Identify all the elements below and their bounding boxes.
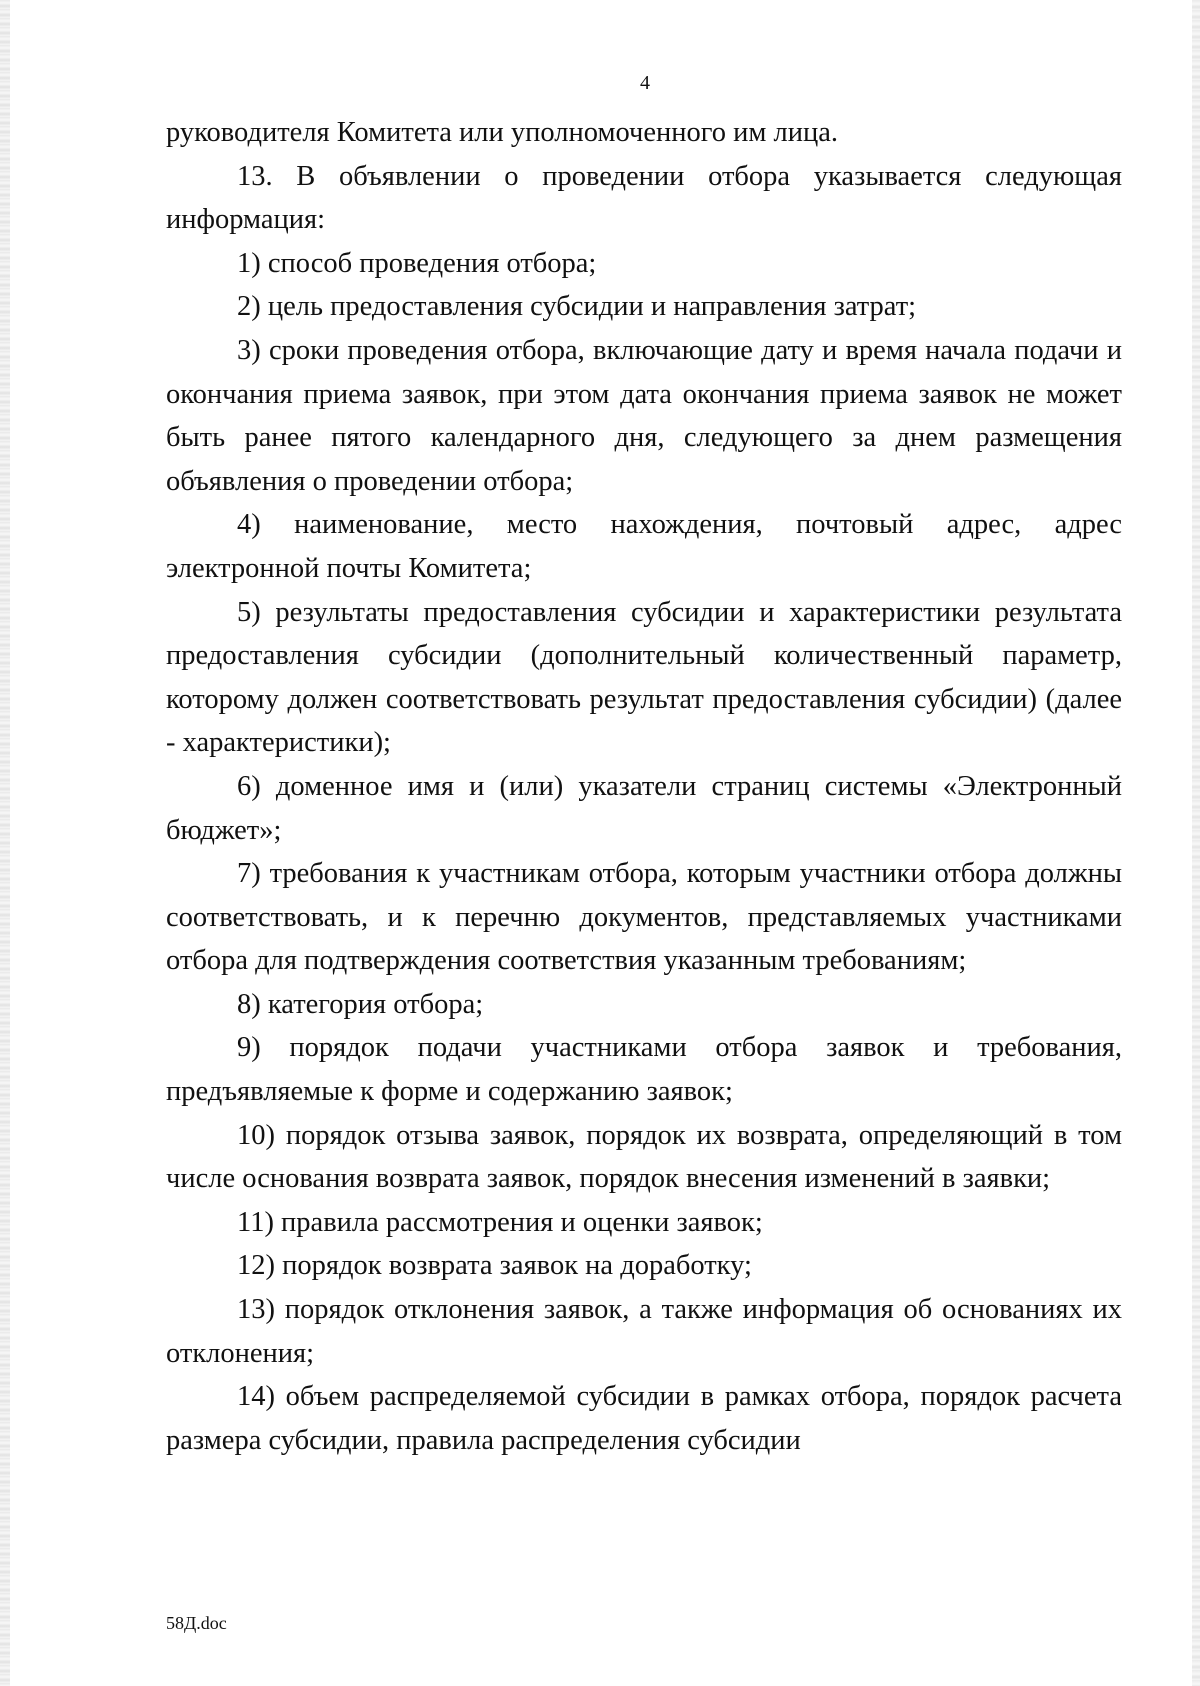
- list-item-14: 14) объем распределяемой субсидии в рамках отбора, порядок расчета размера субсидии, правила распределения субсидии: [166, 1381, 1122, 1456]
- list-item-1: 1) способ проведения отбора;: [237, 247, 597, 279]
- paragraph-continuation: руководителя Комитета или уполномоченного им лица.: [166, 117, 839, 148]
- list-item-4: 4) наименование, место нахождения, почтовый адрес, адрес электронной почты Комитета;: [166, 509, 1122, 584]
- footer-file-code: 58Д.doc: [166, 1613, 227, 1633]
- list-item-7: 7) требования к участникам отбора, которым участники отбора должны соответствовать, и к перечню документов, представляемых участниками отбора для подтверждения соответствия указанным требованиям;: [166, 858, 1122, 977]
- list-item-3: 3) сроки проведения отбора, включающие дату и время начала подачи и окончания приема заявок, при этом дата окончания приема заявок не может быть ранее пятого календарного дня, следующего за днем размещения объявления о проведении отбора;: [166, 334, 1122, 497]
- document-body: [166, 111, 1122, 1462]
- list-item-5: 5) результаты предоставления субсидии и характеристики результата предоставления субсидии (дополнительный количественный параметр, которому должен соответствовать результат предоставления субсидии) (далее - характеристики);: [166, 596, 1122, 759]
- page-number: 4: [640, 72, 650, 94]
- scan-edge-left: [0, 0, 10, 1686]
- list-item-10: 10) порядок отзыва заявок, порядок их возврата, определяющий в том числе основания возврата заявок, порядок внесения изменений в заявки;: [166, 1119, 1122, 1195]
- list-item-9: 9) порядок подачи участниками отбора заявок и требования, предъявляемые к форме и содержанию заявок;: [166, 1032, 1122, 1108]
- list-item-6: 6) доменное имя и (или) указатели страниц системы «Электронный бюджет»;: [166, 770, 1122, 846]
- scan-edge-right: [1192, 0, 1200, 1686]
- list-item-13: 13) порядок отклонения заявок, а также информация об основаниях их отклонения;: [166, 1294, 1122, 1369]
- list-item-8: 8) категория отбора;: [237, 988, 484, 1020]
- list-item-11: 11) правила рассмотрения и оценки заявок;: [237, 1206, 763, 1238]
- paragraph-13-intro: 13. В объявлении о проведении отбора указывается следующая информация:: [166, 160, 1122, 236]
- list-item-2: 2) цель предоставления субсидии и направления затрат;: [237, 291, 917, 323]
- list-item-12: 12) порядок возврата заявок на доработку;: [237, 1250, 752, 1282]
